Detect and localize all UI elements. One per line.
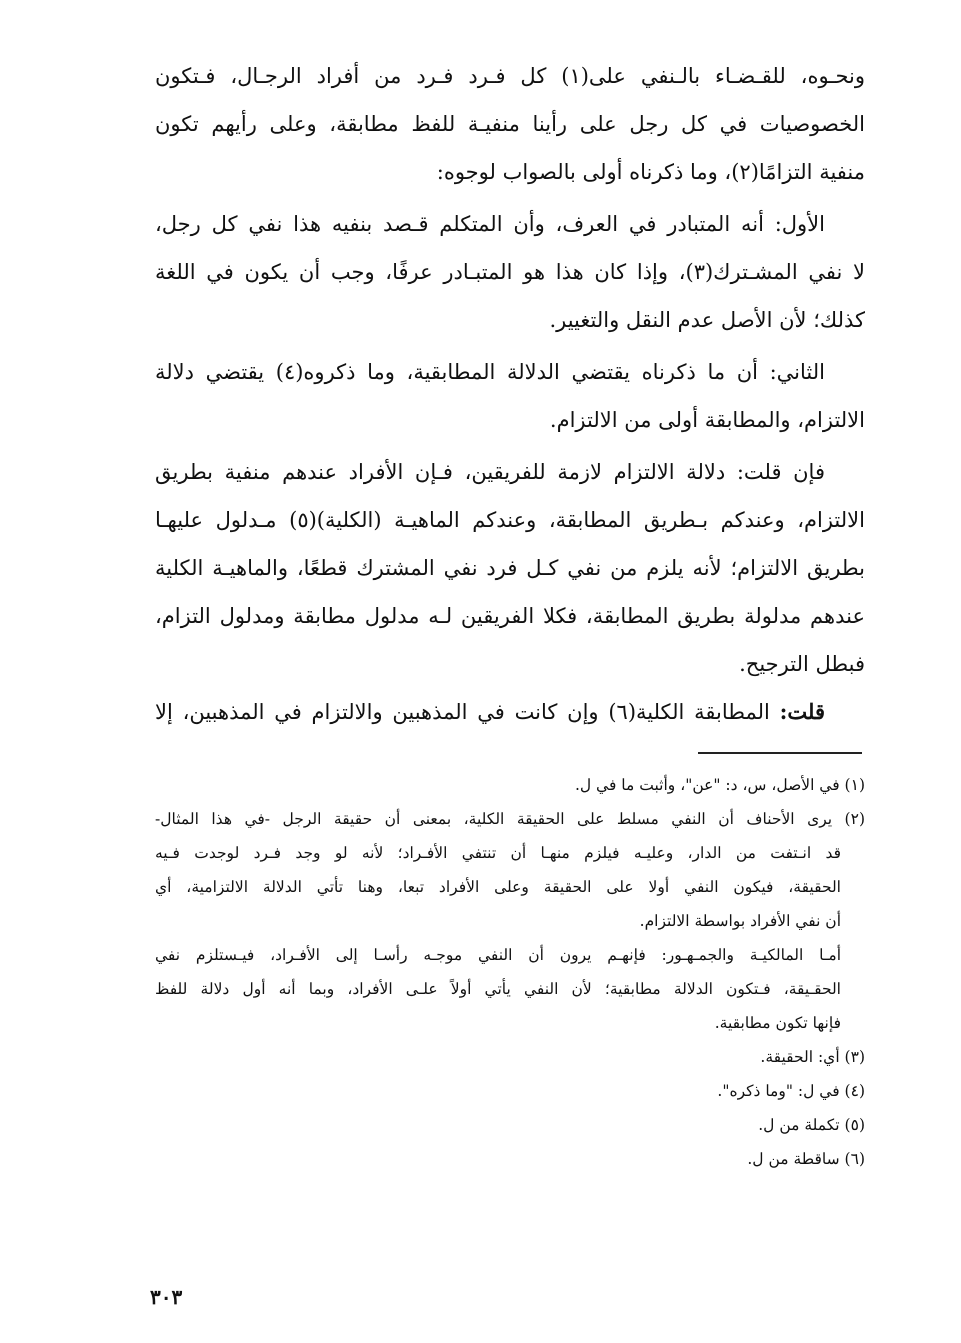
text-line: منفية التزامًا(٢)، وما ذكرناه أولى بالصواب لوجوه: <box>436 160 865 184</box>
text-line: بطريق الالتزام؛ لأنه يلزم من نفي كـل فرد نفي المشترك قطعًا، والماهيـة الكلية <box>155 556 865 580</box>
text-line: الأول: أنه المتبادر في العرف، وأن المتكلم قـصد بنفيه هذا نفي كل رجل، <box>155 212 825 236</box>
text-line: ونحـوه، للقـضـاء بالـنفي على(١) كل فـرد فـرد من أفراد الرجـال، فـتكون <box>155 64 865 88</box>
lead-word: قلت: <box>779 699 825 724</box>
text-line: الالتزام، وعندكم بـطريق المطابقة، وعندكم الماهيـة (الكلية)(٥) مـدلول عليهـا <box>155 508 865 532</box>
footnote-separator <box>698 752 862 754</box>
text-line: الخصوصيات في كل رجل على رأينا منفيـة للفظ مطابقة، وعلى رأيهم تكون <box>155 112 865 136</box>
footnote-5: (٥) تكملة من ل. <box>758 1116 865 1134</box>
footnote-1: (١) في الأصل، س، د: "عن"، وأثبت ما في ل. <box>574 776 865 794</box>
footnote-3: (٣) أي: الحقيقة. <box>760 1048 865 1066</box>
footnotes <box>155 768 865 1176</box>
text-line <box>155 688 865 736</box>
paragraph-3 <box>155 348 865 444</box>
footnote-line: الحقـيقة، فـتكون الدلالة مطابقية؛ لأن النفي يأتي أولاً علـى الأفراد، وبما أنه أول دلالة للفظ <box>155 980 841 998</box>
text-line: فإن قلت: دلالة الالتزام لازمة للفريقين، فـإن الأفراد عندهم منفية بطريق <box>155 460 825 484</box>
text-line: لا نفي المشـترك(٣)، وإذا كان هذا هو المتبـادر عرفًا، وجب أن يكون في اللغة <box>155 260 865 284</box>
page-number: ٣٠٣ <box>150 1285 183 1309</box>
footnote-4: (٤) في ل: "وما ذكره". <box>717 1082 865 1100</box>
footnote-line: فإنها تكون مطابقية. <box>714 1014 841 1032</box>
text-run: المطابقة الكلية(٦) وإن كانت في المذهبين والالتزام في المذهبين، إلا <box>155 700 780 724</box>
paragraph-1 <box>155 52 865 196</box>
text-line: الثاني: أن ما ذكرناه يقتضي الدلالة المطابقية، وما ذكروه(٤) يقتضي دلالة <box>155 360 825 384</box>
paragraph-5 <box>155 688 865 736</box>
text-line: الالتزام، والمطابقة أولى من الالتزام. <box>549 408 865 432</box>
paragraph-2 <box>155 200 865 344</box>
footnote-6: (٦) ساقطة من ل. <box>747 1150 865 1168</box>
footnote-2 <box>155 802 865 1040</box>
footnote-line: أن نفي الأفراد بواسطة الالتزام. <box>639 912 841 930</box>
paragraph-4 <box>155 448 865 688</box>
footnote-line: (٢) يرى الأحناف أن النفي مسلط على الحقيقة الكلية، بمعنى أن حقيقة الرجل -في هذا المثال- <box>155 810 865 828</box>
text-line: فبطل الترجيح. <box>739 652 865 676</box>
footnote-line: أمـا المالكيـة والجمـهـور: فإنهـم يرون أن النفي موجـه رأسـا إلى الأفـراد، فيـستلزم نفي <box>155 946 841 964</box>
main-text <box>155 52 865 736</box>
footnote-line: الحقيقة، فيكون النفي أولا على الحقيقة وعلى الأفراد تبعا، وهنا تأتي الدلالة الالتزامية، أي <box>155 878 841 896</box>
text-line: كذلك؛ لأن الأصل عدم النقل والتغيير. <box>549 308 865 332</box>
text-line: عندهم مدلولة بطريق المطابقة، فكلا الفريقين لـه مدلول مطابقة ومدلول التزام، <box>155 604 865 628</box>
footnote-line: قد انـتفت من الدار، وعليـه فيلزم منهـا أن تنتفي الأفـراد؛ لأنه لو وجد فـرد لوجدت فـيه <box>155 844 841 862</box>
